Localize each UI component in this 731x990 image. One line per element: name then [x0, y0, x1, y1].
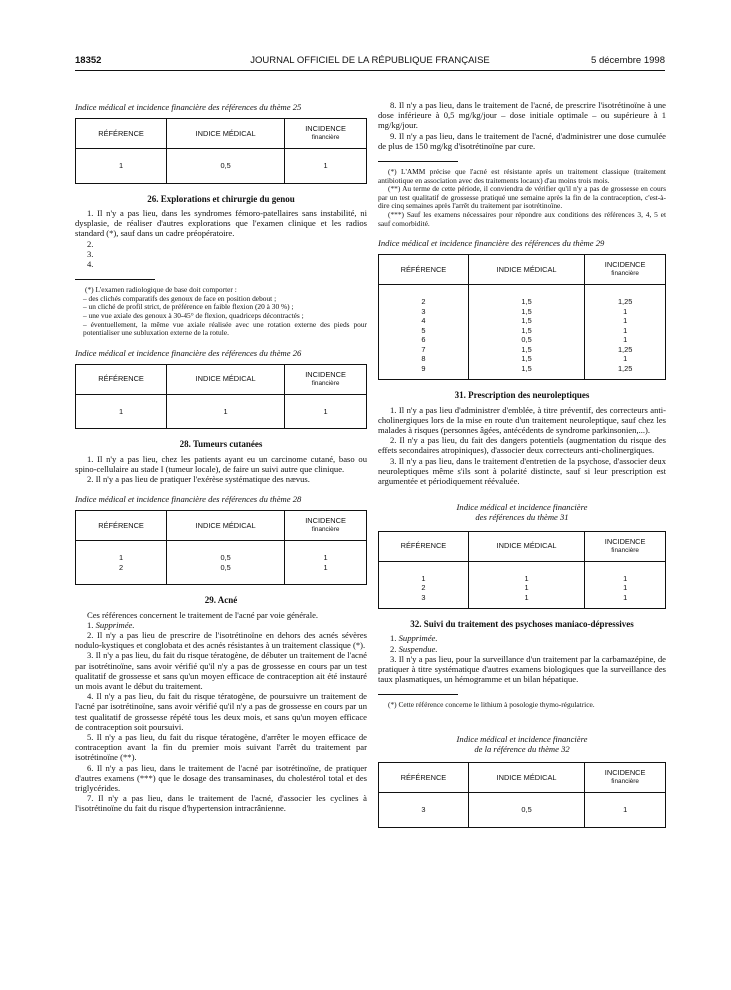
- footnote-1: (*) Cette référence concerne le lithium à posologie thymo-régulatrice.: [388, 700, 595, 710]
- cell-value: 2: [421, 583, 426, 593]
- cell-value: 1: [118, 406, 124, 416]
- col-reference: RÉFÉRENCE: [379, 531, 469, 561]
- cell-value: 1: [623, 316, 628, 326]
- footnote-item: – éventuellement, la même vue axiale réalisée avec une rotation externe des pieds pour potentialiser une subluxation externe de la rotule.: [83, 319, 367, 338]
- section-26-title: 26. Explorations et chirurgie du genou: [147, 193, 295, 204]
- cell-value: 0,5: [521, 335, 532, 345]
- section-26-item-2: 2.: [87, 238, 94, 249]
- cell-value: 1: [323, 406, 328, 416]
- cell-value: 1: [524, 583, 529, 593]
- cell-value: 1: [623, 592, 628, 602]
- caption-theme-28: Indice médical et incidence financière des références du thème 28: [75, 494, 302, 505]
- caption-theme-32: Indice médical et incidence financière de la référence du thème 32: [456, 733, 588, 755]
- section-32-item-1: 1. Supprimée.: [390, 633, 438, 644]
- section-32-title: 32. Suivi du traitement des psychoses maniaco-dépressives: [410, 619, 634, 630]
- cell-value: 8: [421, 354, 426, 364]
- cell-incidence: [285, 149, 367, 184]
- caption-theme-26: Indice médical et incidence financière des références du thème 26: [75, 347, 302, 358]
- section-26-footnote: [75, 286, 367, 338]
- table-theme-29: [378, 254, 666, 380]
- section-29-item-5: 5. Il n'y a pas lieu, du fait du risque tératogène, d'arrêter le moyen efficace de contraception avant la fin du premier mois suivant l'arrêt du traitement par isotrétinoïne (**).: [75, 732, 367, 763]
- table-body-row: [379, 285, 666, 380]
- footnote-2: (**) Au terme de cette période, il conviendra de vérifier qu'il n'y a pas de grossesse en cours par un test qualitatif de grossesse pratiqué une semaine après la fin de la contraception, c'est-à-dire cinq semaines après l'arrêt du traitement par isotrétinoïne.: [378, 184, 666, 211]
- cell-value: 1: [421, 573, 426, 583]
- col-reference: RÉFÉRENCE: [379, 763, 469, 793]
- cell-value: 1,25: [617, 297, 633, 307]
- col-indice: INDICE MÉDICAL: [167, 119, 285, 149]
- col-reference: RÉFÉRENCE: [76, 119, 167, 149]
- cell-value: 1,5: [521, 344, 532, 354]
- cell-value: 5: [421, 325, 426, 335]
- cell-value: 0,5: [521, 805, 532, 815]
- cell-incidence: [585, 285, 666, 380]
- caption-theme-29: Indice médical et incidence financière des références du thème 29: [378, 238, 605, 249]
- cell-indice: [167, 541, 285, 585]
- publication-date: 5 décembre 1998: [591, 55, 665, 66]
- cell-indice: [468, 285, 584, 380]
- cell-value: 1: [118, 161, 124, 171]
- cell-value: 6: [421, 335, 426, 345]
- cell-incidence: [585, 561, 666, 609]
- cell-reference: [76, 394, 167, 429]
- caption-theme-25: Indice médical et incidence financière des références du thème 25: [75, 102, 302, 112]
- section-29-footnotes: [378, 168, 666, 228]
- table-theme-25: [75, 118, 367, 184]
- section-29-intro: Ces références concernent le traitement de l'acné par voie générale.: [87, 609, 319, 620]
- header-rule: [75, 70, 665, 71]
- caption-theme-31: Indice médical et incidence financière des références du thème 31: [456, 502, 588, 523]
- cell-value: 0,5: [220, 161, 231, 171]
- journal-title: JOURNAL OFFICIEL DE LA RÉPUBLIQUE FRANÇAISE: [250, 55, 490, 66]
- cell-value: 7: [421, 344, 426, 354]
- cell-value: 1: [623, 306, 628, 316]
- cell-value: 1,5: [521, 297, 532, 307]
- col-incidence: INCIDENCE financière: [585, 531, 666, 561]
- section-26-item-4: 4.: [87, 258, 94, 269]
- page-number: 18352: [75, 55, 102, 66]
- cell-incidence: [285, 541, 367, 585]
- section-29-item-1: 1. Supprimée.: [87, 619, 135, 630]
- cell-indice: [167, 149, 285, 184]
- page-header: [75, 55, 665, 69]
- table-body-row: [76, 394, 367, 429]
- section-31-item-3: 3. Il n'y a pas lieu, dans le traitement d'entretien de la psychose, d'associer deux neuroleptiques même s'ils sont à polarité distincte, sauf si leur prescription est argumentée et périodiquement réévaluée.: [378, 455, 666, 486]
- cell-reference: [76, 541, 167, 585]
- footnote-3: (***) Sauf les examens nécessaires pour répondre aux conditions des références 3, 4, 5 et sauf comorbidité.: [378, 209, 666, 228]
- cell-value: 1: [623, 335, 628, 345]
- footnote-1: (*) L'AMM précise que l'acné est résistante après un traitement classique (traitement antibiotique en association avec des traitements locaux) d'au moins trois mois.: [378, 167, 666, 185]
- cell-reference: [76, 149, 167, 184]
- table-theme-26: [75, 364, 367, 430]
- cell-value: 1: [623, 583, 628, 593]
- cell-value: 1: [524, 592, 529, 602]
- table-body-row: [76, 541, 367, 585]
- section-26-item-3: 3.: [87, 248, 94, 259]
- col-reference: RÉFÉRENCE: [379, 255, 469, 285]
- cell-indice: [167, 394, 285, 429]
- col-indice: INDICE MÉDICAL: [167, 511, 285, 541]
- section-29-item-8: 8. Il n'y a pas lieu, dans le traitement de l'acné, de prescrire l'isotrétinoïne à une dose inférieure à 0,5 mg/kg/jour – dose initiale optimale – ou supérieure à 1 mg/kg/jour.: [378, 100, 666, 131]
- section-29-item-9: 9. Il n'y a pas lieu, dans le traitement de l'acné, d'administrer une dose cumulée de plus de 150 mg/kg d'isotrétinoïne par cure.: [378, 130, 666, 151]
- section-29-item-7: 7. Il n'y a pas lieu, dans le traitement de l'acné, d'associer les cyclines à l'isotrétinoïne du fait du risque d'hypertension intracrânienne.: [75, 793, 367, 814]
- cell-value: 2: [421, 297, 426, 307]
- footnote-item: – des clichés comparatifs des genoux de face en position debout ;: [83, 293, 277, 303]
- cell-value: 2: [118, 562, 124, 572]
- col-indice: INDICE MÉDICAL: [468, 763, 584, 793]
- cell-value: 1: [524, 573, 529, 583]
- footnote-separator: [378, 694, 458, 695]
- cell-value: 1: [623, 805, 628, 815]
- cell-value: 1: [623, 325, 628, 335]
- cell-reference: [379, 561, 469, 609]
- cell-reference: [379, 285, 469, 380]
- section-29-item-2: 2. Il n'y a pas lieu de prescrire de l'isotrétinoïne en dehors des acnés sévères nodulo-kystiques et conglobata et des acnés résistantes à un traitement classique (*).: [75, 630, 367, 651]
- table-body-row: [379, 561, 666, 609]
- section-31-item-1: 1. Il n'y a pas lieu d'administrer d'emblée, à titre préventif, des correcteurs anti-cholinergiques lors de la mise en route d'un traitement neuroleptique, sauf chez les malades à risques (personnes âgées, antécédents de syndrome parkinsonien,...).: [378, 404, 666, 435]
- footnote-intro: (*) L'examen radiologique de base doit comporter :: [85, 285, 237, 295]
- section-29-item-4: 4. Il n'y a pas lieu, du fait du risque tératogène, de poursuivre un traitement de l'acné par isotrétinoïne, sans avoir vérifié qu'il n'y a pas de grossesse en cours par un test qualitatif de grossesse répété tous les deux mois, et sans qu'un moyen efficace de contraception soit poursuivi.: [75, 691, 367, 732]
- cell-value: 1: [323, 161, 328, 171]
- cell-value: 3: [421, 805, 426, 815]
- footnote-item: – un cliché de profil strict, de préférence en faible flexion (20 à 30 %) ;: [83, 302, 294, 312]
- section-28-title: 28. Tumeurs cutanées: [179, 439, 263, 450]
- cell-incidence: [585, 793, 666, 828]
- cell-indice: [468, 793, 584, 828]
- cell-value: 1,5: [521, 306, 532, 316]
- section-31-item-2: 2. Il n'y a pas lieu, du fait des dangers potentiels (augmentation du risque des effets secondaires atropiniques), d'associer deux correcteurs anti-cholinergiques.: [378, 435, 666, 456]
- col-indice: INDICE MÉDICAL: [468, 531, 584, 561]
- cell-value: 1: [623, 573, 628, 583]
- footnote-separator: [378, 161, 458, 162]
- cell-value: 0,5: [220, 562, 231, 572]
- section-29-title: 29. Acné: [204, 595, 238, 606]
- col-indice: INDICE MÉDICAL: [167, 364, 285, 394]
- footnote-separator: [75, 279, 155, 280]
- section-32-item-2: 2. Suspendue.: [390, 643, 438, 654]
- cell-value: 3: [421, 592, 426, 602]
- cell-incidence: [285, 394, 367, 429]
- cell-value: 3: [421, 306, 426, 316]
- col-incidence: INCIDENCE financière: [285, 364, 367, 394]
- left-column: [75, 100, 367, 814]
- col-incidence: INCIDENCE financière: [285, 511, 367, 541]
- col-incidence: INCIDENCE financière: [585, 255, 666, 285]
- table-body-row: [76, 149, 367, 184]
- section-29-item-3: 3. Il n'y a pas lieu, du fait du risque tératogène, de débuter un traitement de l'acné par isotrétinoïne, sans avoir vérifié qu'il n'y a pas de grossesse en cours par un test qualitatif de grossesse et sans qu'un moyen efficace de contraception ait été instauré un mois avant le début du traitement.: [75, 650, 367, 692]
- cell-value: 1,5: [521, 325, 532, 335]
- section-32-footnote: [378, 701, 666, 710]
- col-indice: INDICE MÉDICAL: [468, 255, 584, 285]
- cell-value: 1: [323, 562, 328, 572]
- col-reference: RÉFÉRENCE: [76, 364, 167, 394]
- cell-reference: [379, 793, 469, 828]
- footnote-item: – une vue axiale des genoux à 30-45° de flexion, quadriceps décontractés ;: [83, 310, 304, 320]
- cell-value: 4: [421, 316, 426, 326]
- cell-value: 1: [118, 553, 124, 563]
- section-32-item-3: 3. Il n'y a pas lieu, pour la surveillance d'un traitement par la carbamazépine, de pratiquer à titre systématique d'autres examens biologiques que la surveillance des taux plasmatiques, un hémogramme et un bilan hépatique.: [378, 653, 666, 685]
- section-28-item-2: 2. Il n'y a pas lieu de pratiquer l'exérèse systématique des nævus.: [87, 474, 310, 484]
- table-theme-31: [378, 531, 666, 610]
- table-theme-28: [75, 510, 367, 585]
- cell-value: 1: [623, 354, 628, 364]
- cell-value: 1,5: [521, 363, 532, 373]
- cell-value: 0,5: [220, 553, 231, 563]
- table-theme-32: [378, 762, 666, 828]
- section-31-title: 31. Prescription des neuroleptiques: [454, 390, 590, 401]
- section-26-item-1: 1. Il n'y a pas lieu, dans les syndromes fémoro-patellaires sans instabilité, ni dysplasie, de réaliser d'autres explorations que l'examen clinique et les radios standard (*), sauf dans un cadre préopératoire.: [75, 207, 367, 239]
- col-incidence: INCIDENCE financière: [585, 763, 666, 793]
- cell-value: 1: [323, 553, 328, 563]
- cell-value: 1: [223, 406, 228, 416]
- cell-indice: [468, 561, 584, 609]
- col-reference: RÉFÉRENCE: [76, 511, 167, 541]
- cell-value: 1,5: [521, 354, 532, 364]
- section-29-item-6: 6. Il n'y a pas lieu, dans le traitement de l'acné par isotrétinoïne, de pratiquer d'autres examens (***) que le dosage des transaminases, du cholestérol total et des triglycérides.: [75, 762, 367, 794]
- cell-value: 1,5: [521, 316, 532, 326]
- cell-value: 1,25: [617, 363, 633, 373]
- table-body-row: [379, 793, 666, 828]
- cell-value: 9: [421, 363, 426, 373]
- cell-value: 1,25: [617, 344, 633, 354]
- col-incidence: INCIDENCE financière: [285, 119, 367, 149]
- section-28-item-1: 1. Il n'y a pas lieu, chez les patients ayant eu un carcinome cutané, baso ou spino-cellulaire au stade I (tumeur locale), de faire un suivi autre que clinique.: [75, 453, 367, 474]
- right-column: [378, 100, 666, 838]
